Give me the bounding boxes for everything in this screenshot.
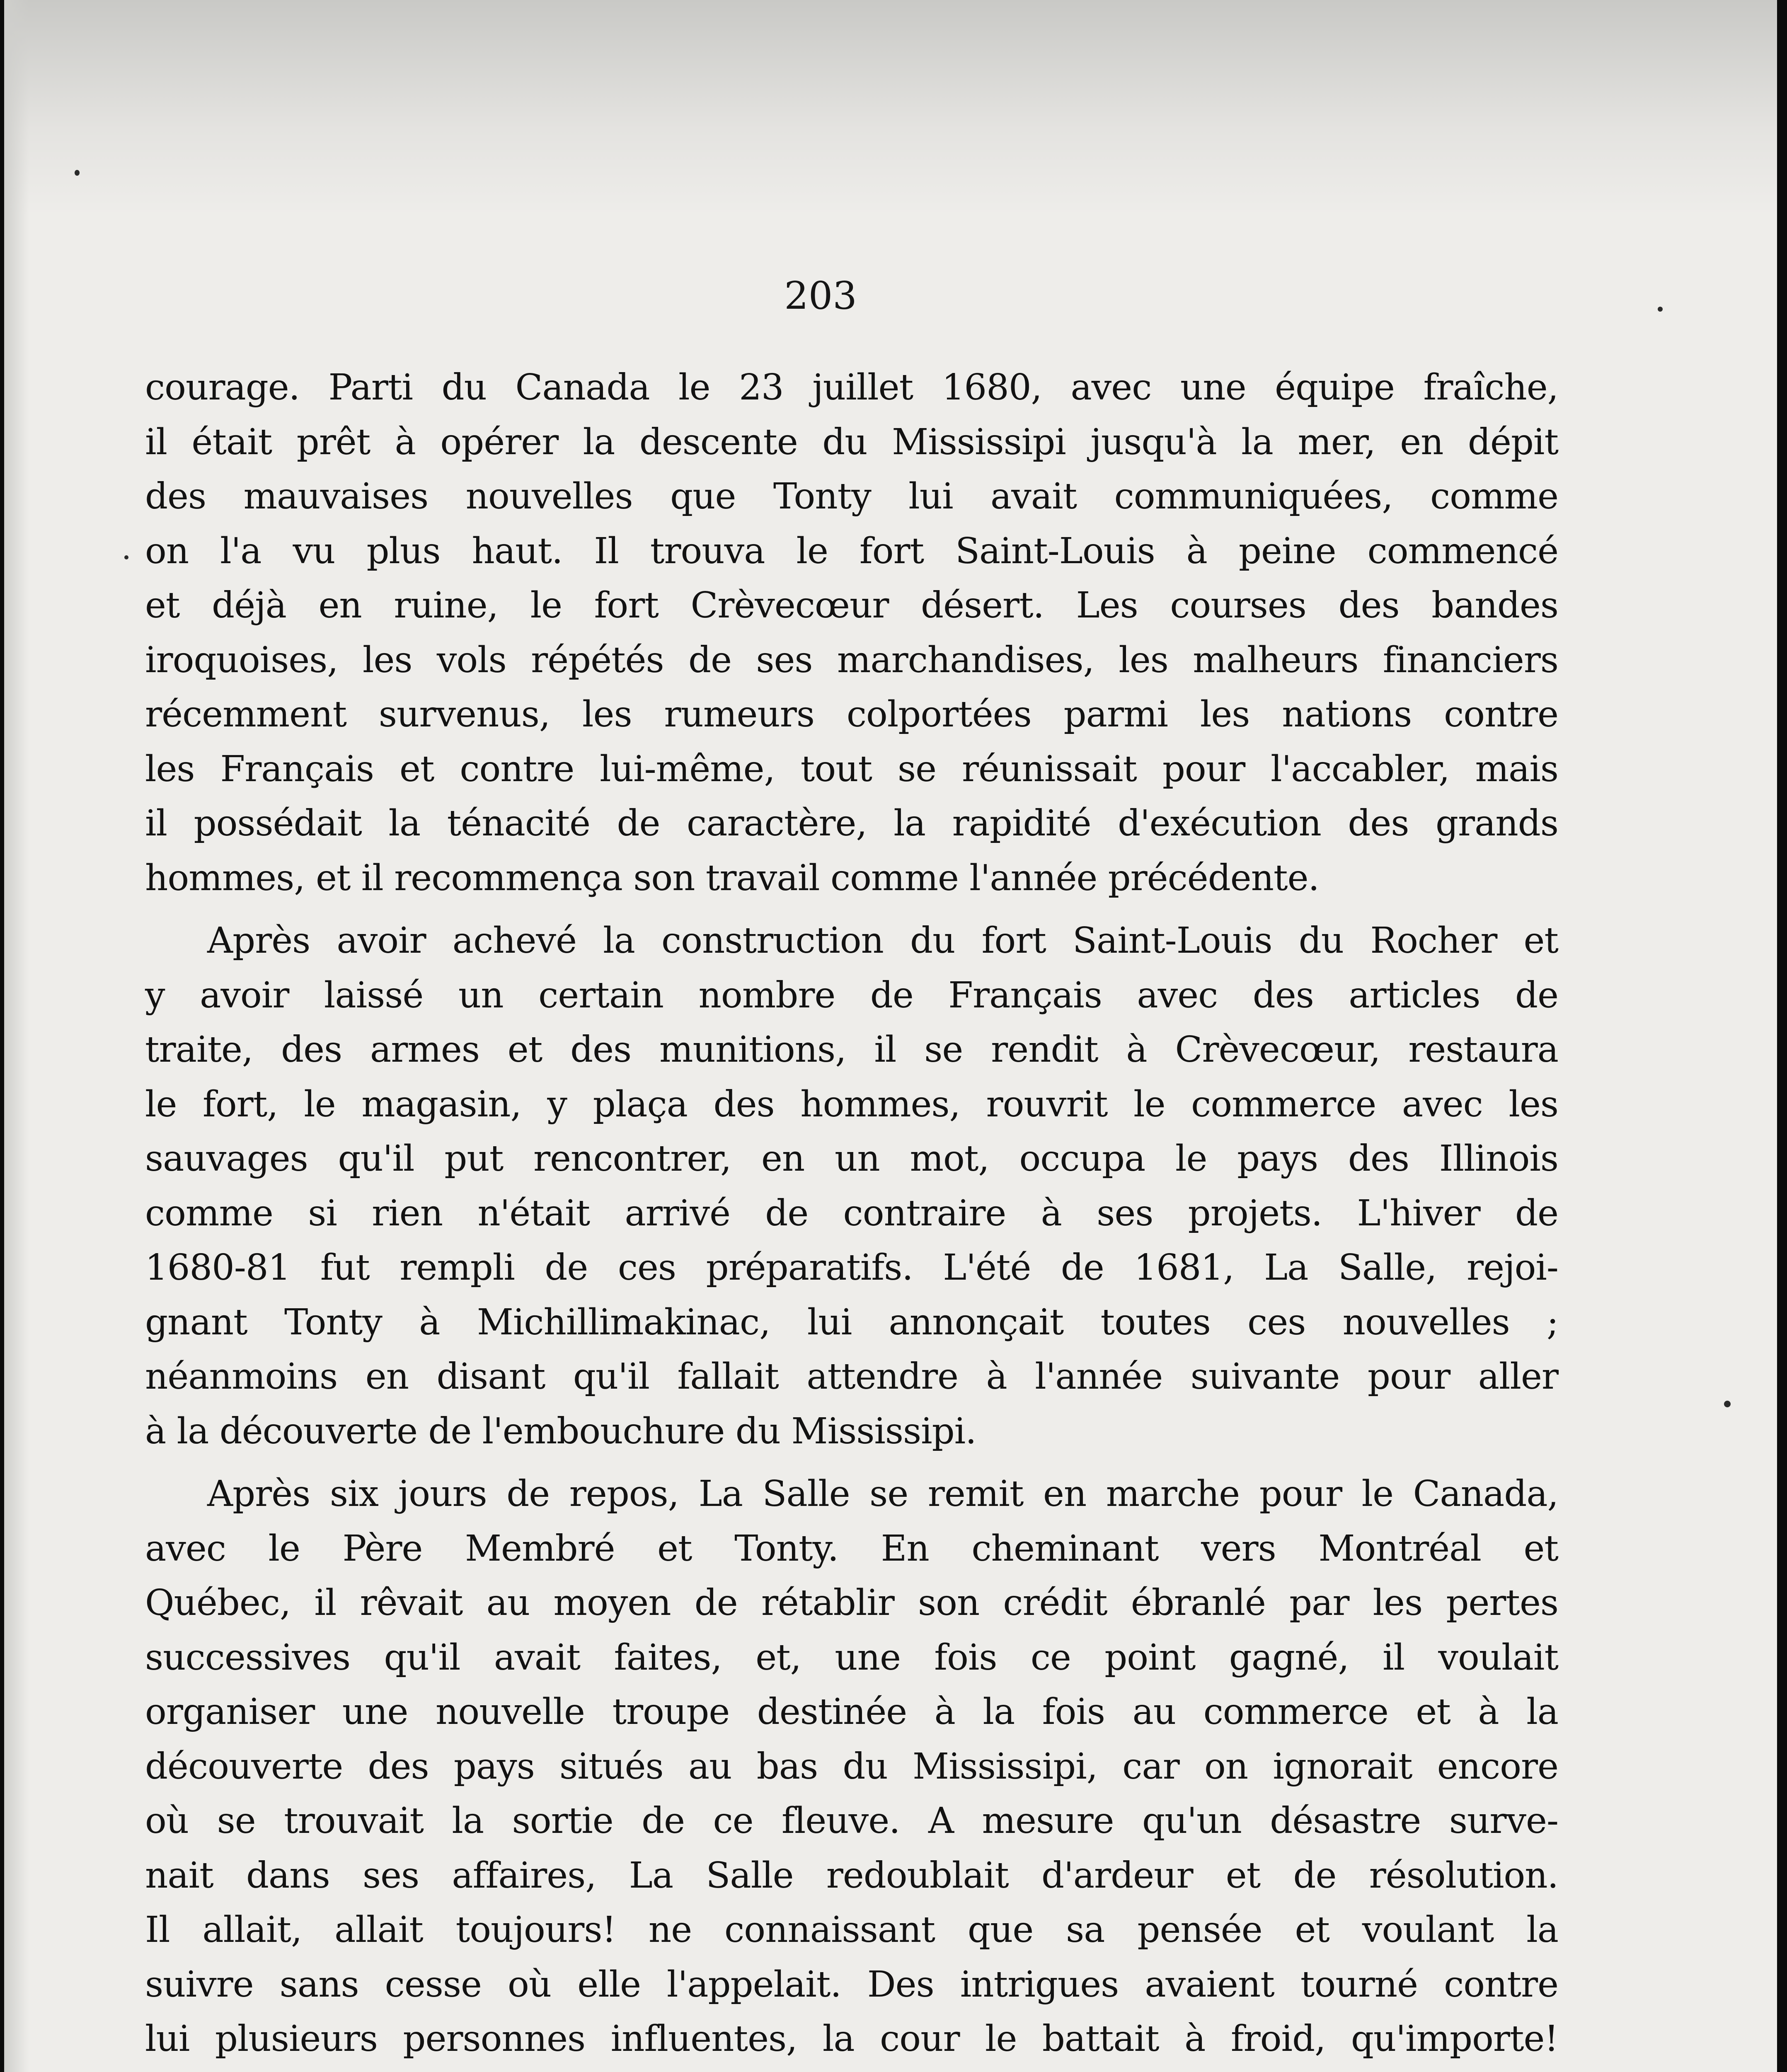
text-line: découverte des pays situés au bas du Mississipi, car on ignorait encore [145,1745,1558,1787]
dust-speck [1658,307,1663,312]
page-top-shadow [4,0,1777,215]
text-line: courage. Parti du Canada le 23 juillet 1680, avec une équipe fraîche, [145,367,1558,408]
dust-speck [75,170,80,176]
body-text [145,361,1558,2072]
text-line: il possédait la ténacité de caractère, la rapidité d'exécution des grands [145,803,1558,844]
text-line: les Français et contre lui-même, tout se réunissait pour l'accabler, mais [145,748,1558,790]
text-line: Il allait, allait toujours! ne connaissant que sa pensée et voulant la [145,1909,1558,1951]
text-line: iroquoises, les vols répétés de ses marchandises, les malheurs financiers [145,639,1558,681]
text-line: où se trouvait la sortie de ce fleuve. A mesure qu'un désastre surve- [145,1800,1558,1842]
paragraph [145,361,1558,905]
text-line: comme si rien n'était arrivé de contraire à ses projets. L'hiver de [145,1192,1558,1234]
text-line: et déjà en ruine, le fort Crèvecœur désert. Les courses des bandes [145,585,1558,626]
paragraph [145,914,1558,1459]
text-line: nait dans ses affaires, La Salle redoublait d'ardeur et de résolution. [145,1854,1558,1896]
text-line: on l'a vu plus haut. Il trouva le fort Saint-Louis à peine commencé [145,530,1558,572]
text-line [145,2067,1558,2072]
scanned-page [4,0,1777,2072]
paragraph-gap [145,1459,1558,1467]
text-line: il était prêt à opérer la descente du Mississipi jusqu'à la mer, en dépit [145,421,1558,463]
text-line: Après six jours de repos, La Salle se remit en marche pour le Canada, [207,1473,1558,1515]
text-line: Québec, il rêvait au moyen de rétablir son crédit ébranlé par les pertes [145,1582,1558,1624]
text-line: avec le Père Membré et Tonty. En cheminant vers Montréal et [145,1527,1558,1569]
text-line: des mauvaises nouvelles que Tonty lui avait communiquées, comme [145,476,1558,517]
text-line: hommes, et il recommença son travail comme l'année précédente. [145,857,1319,899]
text-line: lui plusieurs personnes influentes, la cour le battait à froid, qu'importe! [145,2018,1558,2060]
text-line: le fort, le magasin, y plaça des hommes, rouvrit le commerce avec les [145,1083,1558,1125]
text-line: organiser une nouvelle troupe destinée à la fois au commerce et à la [145,1691,1558,1733]
paragraph-gap [145,905,1558,914]
text-line: néanmoins en disant qu'il fallait attendre à l'année suivante pour aller [145,1356,1558,1397]
page-number: 203 [784,274,857,318]
text-line: y avoir laissé un certain nombre de Français avec des articles de [145,974,1558,1016]
text-line: à la découverte de l'embouchure du Mississipi. [145,1410,976,1452]
text-line: Après avoir achevé la construction du fort Saint-Louis du Rocher et [207,920,1558,961]
paragraph [145,1467,1558,2072]
text-line: sauvages qu'il put rencontrer, en un mot, occupa le pays des Illinois [145,1138,1558,1179]
text-line: successives qu'il avait faites, et, une fois ce point gagné, il voulait [145,1636,1558,1678]
text-line: gnant Tonty à Michillimakinac, lui annonçait toutes ces nouvelles ; [145,1301,1558,1343]
text-line: suivre sans cesse où elle l'appelait. Des intrigues avaient tourné contre [145,1963,1558,2005]
text-line: récemment survenus, les rumeurs colportées parmi les nations contre [145,694,1558,735]
text-line: 1680-81 fut rempli de ces préparatifs. L'été de 1681, La Salle, rejoi- [145,1247,1558,1288]
dust-speck [1724,1401,1731,1407]
text-line: traite, des armes et des munitions, il se rendit à Crèvecœur, restaura [145,1029,1558,1070]
dust-speck [124,555,128,559]
